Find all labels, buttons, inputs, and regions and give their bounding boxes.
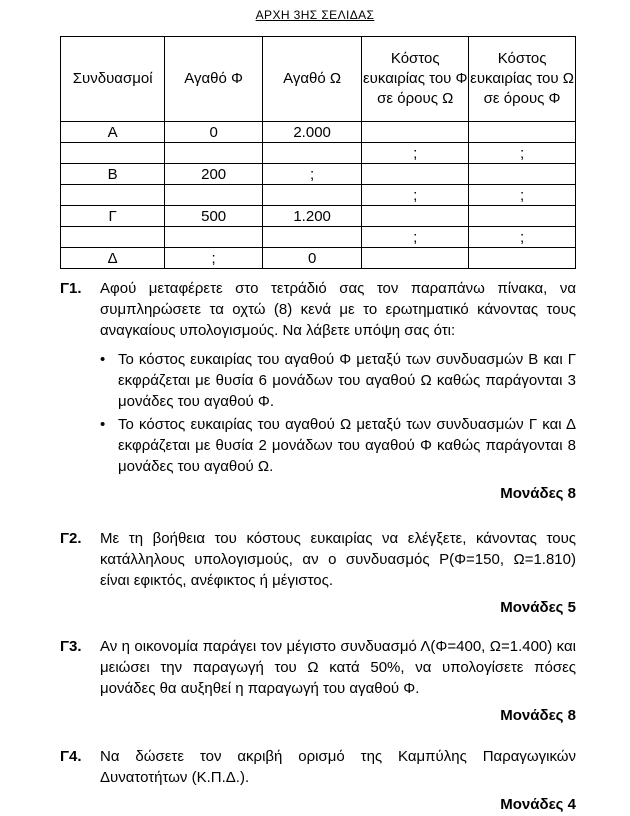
table-header-cell: Κόστος ευκαιρίας του Φ σε όρους Ω: [362, 37, 469, 122]
table-cell: [362, 164, 469, 185]
table-header-cell: Αγαθό Ω: [262, 37, 361, 122]
table-cell: [262, 143, 361, 164]
table-cell: Δ: [61, 248, 165, 269]
table-cell: Α: [61, 122, 165, 143]
table-row: [61, 143, 576, 164]
table-cell: [469, 248, 576, 269]
table-cell: [262, 185, 361, 206]
table-cell: ;: [469, 227, 576, 248]
marks-label: Μονάδες 4: [500, 796, 576, 813]
table-cell: [362, 206, 469, 227]
question-label: Γ2.: [60, 530, 82, 547]
question-text: Με τη βοήθεια του κόστους ευκαιρίας να ελέγξετε, κάνοντας τους κατάλληλους υπολογισμούς, αν ο συνδυασμός Ρ(Φ=150, Ω=1.810) είναι εφικτός, ανέφικτος ή μέγιστος.: [100, 530, 576, 589]
table-cell: [262, 227, 361, 248]
question-g1: [60, 278, 576, 504]
question-text: Αν η οικονομία παράγει τον μέγιστο συνδυασμό Λ(Φ=400, Ω=1.400) και μειώσει την παραγωγή του Ω κατά 50%, να υπολογίσετε πόσες μονάδες θα αυξηθεί η παραγωγή του αγαθού Φ.: [100, 638, 576, 697]
question-text: Αφού μεταφέρετε στο τετράδιό σας τον παραπάνω πίνακα, να συμπληρώσετε τα οχτώ (8) κενά με το ερωτηματικό κάνοντας τους αναγκαίους υπολογισμούς. Να λάβετε υπόψη σας ότι:: [100, 280, 576, 339]
table-cell: 200: [165, 164, 263, 185]
table-header-row: [61, 37, 576, 122]
table-cell: ;: [469, 143, 576, 164]
table-cell: [61, 185, 165, 206]
table-row: [61, 227, 576, 248]
table-cell: ;: [262, 164, 361, 185]
bullet-text: Το κόστος ευκαιρίας του αγαθού Ω μεταξύ των συνδυασμών Γ και Δ εκφράζεται με θυσία 2 μονάδων του αγαθού Φ καθώς παράγονται 8 μονάδες του αγαθού Ω.: [118, 416, 576, 475]
question-g2: [60, 528, 576, 618]
table-cell: ;: [469, 185, 576, 206]
table-cell: [165, 185, 263, 206]
table-row: [61, 248, 576, 269]
marks-label: Μονάδες 8: [500, 707, 576, 724]
question-label: Γ3.: [60, 638, 82, 655]
table-cell: [362, 122, 469, 143]
bullet-icon: •: [100, 351, 106, 368]
list-item: [100, 414, 576, 477]
question-text: Να δώσετε τον ακριβή ορισμό της Καμπύλης Παραγωγικών Δυνατοτήτων (Κ.Π.Δ.).: [100, 748, 576, 786]
table-header-cell: Συνδυασμοί: [61, 37, 165, 122]
table-cell: 500: [165, 206, 263, 227]
table-cell: 0: [262, 248, 361, 269]
table-cell: 2.000: [262, 122, 361, 143]
table-header-cell: Αγαθό Φ: [165, 37, 263, 122]
question-label: Γ4.: [60, 748, 82, 765]
table-row: [61, 122, 576, 143]
table-cell: [469, 164, 576, 185]
question-label: Γ1.: [60, 280, 82, 297]
list-item: [100, 349, 576, 412]
table-row: [61, 185, 576, 206]
table-cell: [61, 227, 165, 248]
question-g4: [60, 746, 576, 815]
production-possibilities-table: [60, 36, 576, 269]
page-header-text: ΑΡΧΗ 3ΗΣ ΣΕΛΙΔΑΣ: [255, 8, 375, 22]
question-g3: [60, 636, 576, 726]
table-cell: [469, 206, 576, 227]
table-cell: [469, 122, 576, 143]
table-cell: [165, 143, 263, 164]
table-cell: ;: [165, 248, 263, 269]
marks-label: Μονάδες 8: [500, 485, 576, 502]
table-cell: Β: [61, 164, 165, 185]
table-cell: ;: [362, 143, 469, 164]
table-cell: Γ: [61, 206, 165, 227]
table-cell: [61, 143, 165, 164]
table-cell: ;: [362, 185, 469, 206]
table-header-cell: Κόστος ευκαιρίας του Ω σε όρους Φ: [469, 37, 576, 122]
table-cell: [165, 227, 263, 248]
bullet-list: [60, 349, 576, 477]
table-cell: ;: [362, 227, 469, 248]
table-cell: [362, 248, 469, 269]
table-cell: 1.200: [262, 206, 361, 227]
bullet-text: Το κόστος ευκαιρίας του αγαθού Φ μεταξύ των συνδυασμών Β και Γ εκφράζεται με θυσία 6 μονάδων του αγαθού Ω καθώς παράγονται 3 μονάδες του αγαθού Φ.: [118, 351, 576, 410]
table-row: [61, 206, 576, 227]
marks-label: Μονάδες 5: [500, 599, 576, 616]
bullet-icon: •: [100, 416, 106, 433]
table-cell: 0: [165, 122, 263, 143]
page-header: [0, 8, 630, 22]
table-row: [61, 164, 576, 185]
